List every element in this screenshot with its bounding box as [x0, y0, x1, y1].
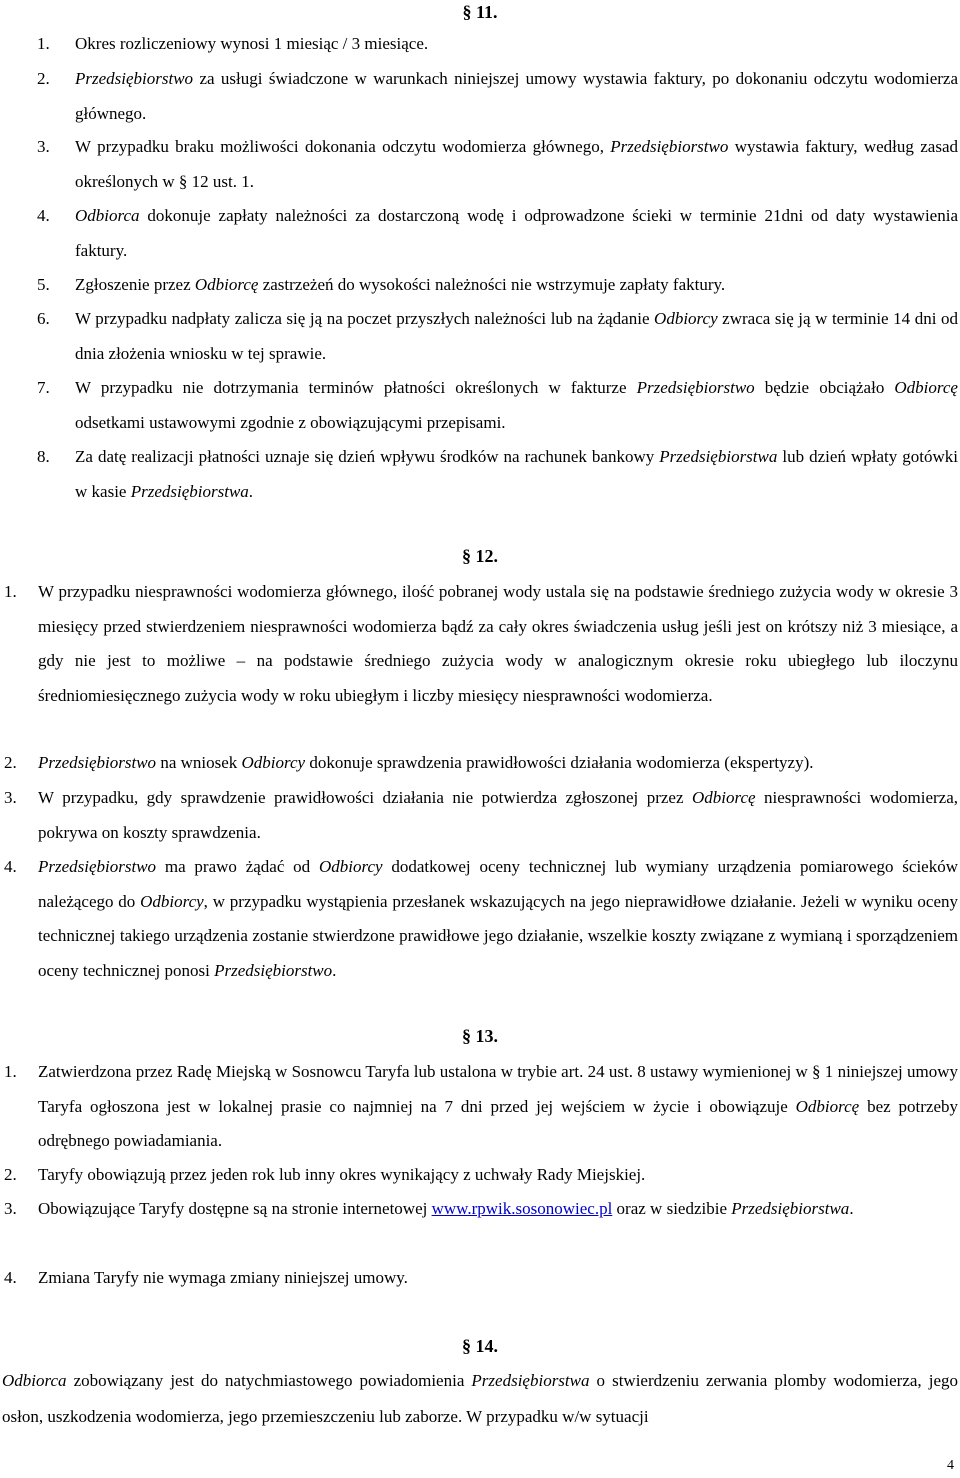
text-segment: o stwierdzeniu zerwania plomby wodomierza, jego osłon, uszkodzenia wodomierza, jego przemieszczeniu lub zaborze. W przypadku w/w sytuacji	[2, 1371, 958, 1426]
text-segment: Za datę realizacji płatności uznaje się dzień wpływu środków na rachunek bankowy	[75, 447, 660, 466]
text-segment: W przypadku braku możliwości dokonania odczytu wodomierza głównego,	[75, 137, 611, 156]
text-segment: wystawia faktury, według zasad określonych w § 12 ust. 1.	[75, 137, 958, 191]
text-segment: ma prawo żądać od	[156, 857, 319, 876]
text-segment: Taryfy obowiązują przez jeden rok lub inny okres wynikający z uchwały Rady Miejskiej.	[38, 1165, 646, 1184]
text-segment: W przypadku, gdy sprawdzenie prawidłowości działania nie potwierdza zgłoszonej przez	[38, 788, 692, 807]
italic-term: Odbiorcy	[241, 753, 306, 772]
text-segment: W przypadku nadpłaty zalicza się ją na poczet przyszłych należności lub na żądanie	[75, 309, 655, 328]
text-segment: Zmiana Taryfy nie wymaga zmiany niniejszej umowy.	[38, 1268, 408, 1287]
text-segment: .	[849, 1199, 854, 1218]
text-segment: .	[332, 960, 337, 980]
item-number: 4.	[4, 1268, 17, 1287]
item-text	[38, 1158, 958, 1193]
list-item	[37, 130, 958, 199]
italic-term: Odbiorcy	[318, 857, 383, 876]
italic-term: Odbiorcę	[194, 275, 259, 294]
item-text	[2, 1371, 958, 1426]
item-text	[75, 371, 958, 440]
item-number: 1.	[4, 582, 17, 601]
item-text	[75, 268, 958, 303]
list-item	[4, 1261, 958, 1296]
item-number: 7.	[37, 378, 50, 397]
text-segment: .	[248, 481, 254, 501]
item-number: 3.	[37, 137, 50, 156]
item-number: 1.	[37, 34, 50, 53]
item-number: 2.	[4, 753, 17, 772]
item-number: 6.	[37, 309, 50, 328]
section-paragraph	[2, 1363, 958, 1435]
item-number: 5.	[37, 275, 50, 294]
item-text	[38, 1261, 958, 1296]
list-item	[4, 575, 958, 713]
item-number: 3.	[4, 1199, 17, 1218]
item-text	[38, 1055, 958, 1159]
italic-term: Odbiorca	[75, 206, 140, 225]
text-segment: W przypadku niesprawności wodomierza głównego, ilość pobranej wody ustala się na podstawie średniego zużycia wody w okresie 3 miesięcy przed stwierdzeniem niesprawności wodomierza bądź za cały okres świadczenia usług jeśli jest on krótszy niż 3 miesiące, a gdy nie jest to możliwe – na podstawie średniego zużycia wody w analogicznym okresie roku ubiegłego lub iloczynu średniomiesięcznego zużycia wody w roku ubiegłym i liczby miesięcy niesprawności wodomierza.	[38, 582, 958, 705]
italic-term: Odbiorcy	[140, 891, 204, 911]
section-heading-14: § 14.	[462, 1336, 498, 1356]
list-item	[37, 62, 958, 131]
italic-term: Przedsiębiorstwo	[38, 857, 157, 876]
item-text	[38, 746, 958, 781]
item-number: 3.	[4, 788, 17, 807]
list-item	[37, 371, 958, 440]
list-item	[4, 781, 958, 850]
item-text	[75, 440, 958, 509]
text-segment: za usługi świadczone w warunkach niniejszej umowy wystawia faktury, po dokonaniu odczytu wodomierza głównego.	[75, 69, 958, 123]
item-number: 4.	[4, 857, 17, 876]
italic-term: Przedsiębiorstwo	[75, 69, 194, 88]
item-number: 2.	[4, 1165, 17, 1184]
text-segment: W przypadku nie dotrzymania terminów płatności określonych w fakturze	[75, 378, 637, 397]
item-text	[75, 199, 958, 268]
italic-term: Odbiorcę	[894, 378, 958, 397]
text-segment: zwraca się ją w terminie 14 dni od dnia złożenia wniosku w tej sprawie.	[75, 309, 958, 363]
text-segment: niesprawności wodomierza, pokrywa on koszty sprawdzenia.	[38, 788, 958, 842]
item-text	[38, 1192, 958, 1227]
text-segment: dokonuje sprawdzenia prawidłowości działania wodomierza (ekspertyzy).	[305, 753, 814, 772]
text-segment: będzie obciążało	[754, 378, 895, 397]
text-segment: dokonuje zapłaty należności za dostarczoną wodę i odprowadzone ścieki w terminie 21dni od daty wystawienia faktury.	[75, 206, 958, 260]
list-item	[4, 746, 958, 781]
text-segment: odsetkami ustawowymi zgodnie z obowiązującymi przepisami.	[75, 412, 506, 432]
section-heading-13: § 13.	[462, 1026, 498, 1046]
list-item	[4, 1055, 958, 1159]
item-number: 1.	[4, 1062, 17, 1081]
list-item	[37, 27, 958, 62]
text-segment: Obowiązujące Taryfy dostępne są na stronie internetowej	[38, 1199, 432, 1218]
list-item	[37, 268, 958, 303]
list-item	[4, 1192, 958, 1227]
page-number: 4	[947, 1458, 954, 1473]
list-item	[4, 850, 958, 988]
italic-term: Odbiorca	[2, 1371, 67, 1390]
list-item	[37, 199, 958, 268]
item-text	[75, 62, 958, 131]
italic-term: Przedsiębiorstwa	[731, 1199, 850, 1218]
list-item	[37, 302, 958, 371]
item-text	[75, 27, 958, 62]
list-item	[4, 1158, 958, 1193]
italic-term: Odbiorcę	[691, 788, 756, 807]
italic-term: Odbiorcę	[795, 1096, 860, 1116]
item-number: 4.	[37, 206, 50, 225]
text-segment: dodatkowej oceny technicznej lub wymiany urządzenia pomiarowego ścieków należącego do	[38, 857, 958, 911]
item-text	[75, 302, 958, 371]
item-number: 2.	[37, 69, 50, 88]
text-segment: bez potrzeby odrębnego powiadamiania.	[38, 1096, 958, 1150]
italic-term: Przedsiębiorstwo	[214, 960, 333, 980]
website-link[interactable]: www.rpwik.sosonowiec.pl	[431, 1199, 613, 1218]
text-segment: Okres rozliczeniowy wynosi 1 miesiąc / 3 miesiące.	[75, 34, 429, 53]
italic-term: Przedsiębiorstwo	[610, 137, 729, 156]
text-segment: oraz w siedzibie	[612, 1199, 732, 1218]
italic-term: Odbiorcy	[654, 309, 718, 328]
item-text	[38, 781, 958, 850]
item-number: 8.	[37, 447, 50, 466]
text-segment: na wniosek	[156, 753, 242, 772]
item-text	[38, 850, 958, 988]
italic-term: Przedsiębiorstwo	[38, 753, 157, 772]
text-segment: zastrzeżeń do wysokości należności nie wstrzymuje zapłaty faktury.	[258, 275, 726, 294]
italic-term: Przedsiębiorstwa	[471, 1371, 590, 1390]
italic-term: Przedsiębiorstwa	[659, 447, 778, 466]
text-segment: , w przypadku wystąpienia przesłanek wskazujących na jego nieprawidłowe działanie. Jeżeli w wyniku oceny technicznej takiego urządzenia zostanie stwierdzone prawidłowe jego działanie, wszelkie koszty związane z wymianą i sporządzeniem oceny technicznej ponosi	[38, 891, 958, 980]
item-text	[38, 575, 958, 713]
italic-term: Przedsiębiorstwo	[636, 378, 755, 397]
text-segment: lub dzień wpłaty gotówki w kasie	[75, 447, 958, 501]
text-segment: zobowiązany jest do natychmiastowego powiadomienia	[66, 1371, 472, 1390]
italic-term: Przedsiębiorstwa	[130, 481, 249, 501]
item-text	[75, 130, 958, 199]
text-segment: Zatwierdzona przez Radę Miejską w Sosnowcu Taryfa lub ustalona w trybie art. 24 ust. 8 ustawy wymienionej w § 1 niniejszej umowy Taryfa ogłoszona jest w lokalnej prasie co najmniej na 7 dni przed jej wejściem w życie i obowiązuje	[38, 1062, 958, 1116]
section-heading-12: § 12.	[462, 546, 498, 566]
list-item	[37, 440, 958, 509]
section-heading-11: § 11.	[462, 2, 498, 22]
text-segment: Zgłoszenie przez	[75, 275, 195, 294]
